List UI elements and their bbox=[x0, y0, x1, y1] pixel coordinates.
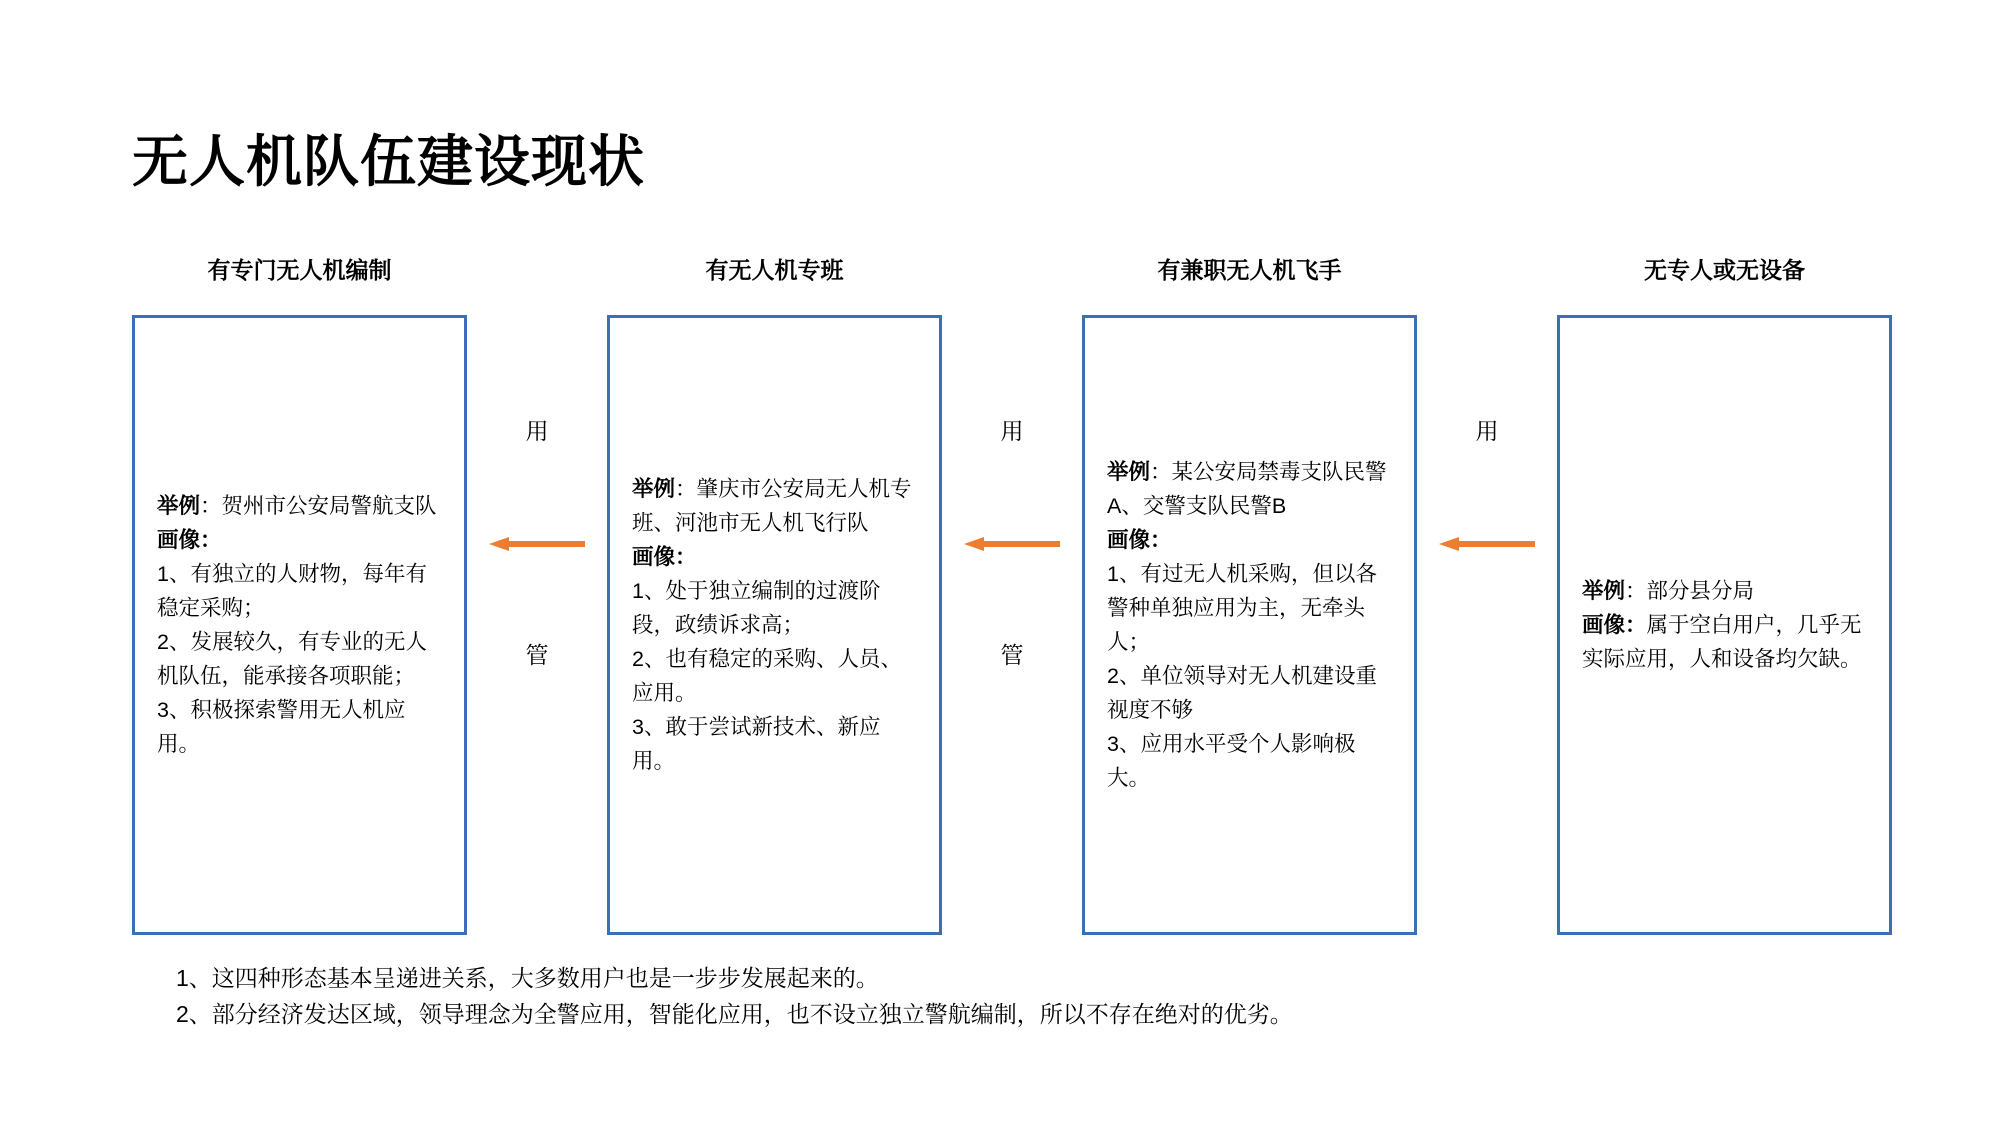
profile-line-2-2: 2、也有稳定的采购、人员、应用。 bbox=[632, 647, 902, 705]
arrow-left-2 bbox=[964, 537, 1060, 551]
profile-label-1: 画像： bbox=[157, 528, 222, 552]
footnotes bbox=[176, 960, 1293, 1032]
example-text-3: ：某公安局禁毒支队民警A、交警支队民警B bbox=[1107, 460, 1387, 518]
example-label-2: 举例 bbox=[632, 477, 676, 501]
profile-line-1-2: 2、发展较久，有专业的无人机队伍，能承接各项职能； bbox=[157, 630, 427, 688]
connector-1 bbox=[467, 315, 607, 935]
profile-line-4-1 bbox=[1582, 608, 1871, 676]
example-label-1: 举例 bbox=[157, 494, 201, 518]
connector-1-bottom-label: 管 bbox=[525, 642, 549, 668]
page-title: 无人机队伍建设现状 bbox=[132, 130, 645, 193]
profile-line-1-1: 1、有独立的人财物，每年有稳定采购； bbox=[157, 562, 427, 620]
connector-3-top-label: 用 bbox=[1475, 418, 1499, 444]
example-text-1: ：贺州市公安局警航支队 bbox=[200, 494, 437, 518]
footnote-1: 1、这四种形态基本呈递进关系，大多数用户也是一步步发展起来的。 bbox=[176, 965, 879, 991]
arrow-head-1 bbox=[489, 537, 509, 551]
stage-header-1: 有专门无人机编制 bbox=[207, 257, 392, 283]
connector-1-top-label: 用 bbox=[525, 418, 549, 444]
stage-box-3 bbox=[1082, 315, 1417, 935]
arrow-head-3 bbox=[1439, 537, 1459, 551]
stage-column-1 bbox=[132, 255, 467, 756]
profile-text-4: 属于空白用户，几乎无实际应用，人和设备均欠缺。 bbox=[1582, 613, 1862, 671]
stage-box-1 bbox=[132, 315, 467, 935]
connector-3 bbox=[1417, 315, 1557, 935]
profile-line-1-3: 3、积极探索警用无人机应用。 bbox=[157, 698, 406, 756]
example-line-4 bbox=[1582, 574, 1871, 608]
arrow-shaft-2 bbox=[982, 541, 1060, 547]
stage-header-3: 有兼职无人机飞手 bbox=[1157, 257, 1342, 283]
stage-column-3 bbox=[1082, 255, 1417, 790]
arrow-left-1 bbox=[489, 537, 585, 551]
profile-line-3-2: 2、单位领导对无人机建设重视度不够 bbox=[1107, 664, 1377, 722]
profile-label-2: 画像： bbox=[632, 545, 697, 569]
profile-line-3-3: 3、应用水平受个人影响极大。 bbox=[1107, 732, 1356, 790]
connector-2-top-label: 用 bbox=[1000, 418, 1024, 444]
example-label-4: 举例 bbox=[1582, 579, 1626, 603]
connector-2-bottom-label: 管 bbox=[1000, 642, 1024, 668]
arrow-shaft-1 bbox=[507, 541, 585, 547]
example-line-2 bbox=[632, 472, 921, 540]
flow-diagram bbox=[132, 255, 1892, 945]
connector-2 bbox=[942, 315, 1082, 935]
stage-column-2 bbox=[607, 255, 942, 773]
example-line-3 bbox=[1107, 455, 1396, 523]
profile-label-3: 画像： bbox=[1107, 528, 1172, 552]
example-text-2: ：肇庆市公安局无人机专班、河池市无人机飞行队 bbox=[632, 477, 912, 535]
stage-content-4 bbox=[1582, 574, 1871, 676]
stage-column-4 bbox=[1557, 255, 1892, 671]
arrow-head-2 bbox=[964, 537, 984, 551]
example-label-3: 举例 bbox=[1107, 460, 1151, 484]
example-text-4: ：部分县分局 bbox=[1625, 579, 1755, 603]
stage-header-2: 有无人机专班 bbox=[705, 257, 844, 283]
stage-box-4 bbox=[1557, 315, 1892, 935]
profile-label-4: 画像： bbox=[1582, 613, 1647, 637]
stage-content-2 bbox=[632, 472, 921, 778]
footnote-2: 2、部分经济发达区域，领导理念为全警应用，智能化应用，也不设立独立警航编制，所以不存在绝对的优劣。 bbox=[176, 1001, 1293, 1027]
profile-line-2-3: 3、敢于尝试新技术、新应用。 bbox=[632, 715, 881, 773]
example-line-1 bbox=[157, 489, 446, 523]
stage-header-4: 无专人或无设备 bbox=[1644, 257, 1805, 283]
stage-box-2 bbox=[607, 315, 942, 935]
profile-line-3-1: 1、有过无人机采购，但以各警种单独应用为主，无牵头人； bbox=[1107, 562, 1377, 654]
arrow-shaft-3 bbox=[1457, 541, 1535, 547]
profile-line-2-1: 1、处于独立编制的过渡阶段，政绩诉求高； bbox=[632, 579, 881, 637]
stage-content-3 bbox=[1107, 455, 1396, 795]
stage-content-1 bbox=[157, 489, 446, 761]
arrow-left-3 bbox=[1439, 537, 1535, 551]
